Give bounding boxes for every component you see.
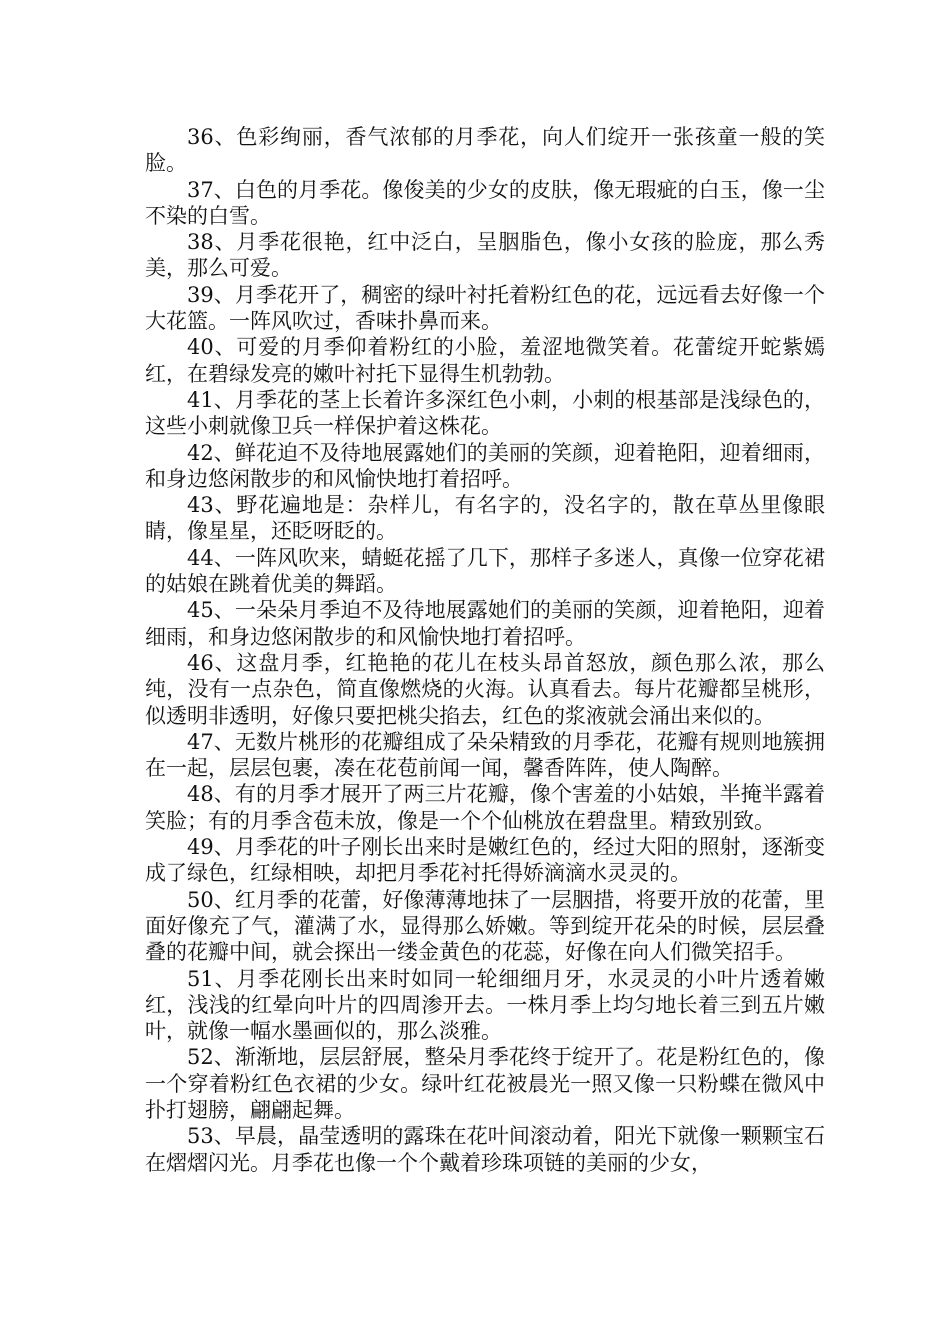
paragraph-48: 48、有的月季才展开了两三片花瓣，像个害羞的小姑娘，半掩半露着笑脸；有的月季含苞未放，像是一个个仙桃放在碧盘里。精致别致。 (145, 782, 825, 833)
paragraph-38: 38、月季花很艳，红中泛白，呈胭脂色，像小女孩的脸庞，那么秀美，那么可爱。 (145, 230, 825, 281)
paragraph-49: 49、月季花的叶子刚长出来时是嫩红色的，经过大阳的照射，逐渐变成了绿色，红绿相映，却把月季花衬托得娇滴滴水灵灵的。 (145, 835, 825, 886)
paragraph-42: 42、鲜花迫不及待地展露她们的美丽的笑颜，迎着艳阳，迎着细雨，和身边悠闲散步的和风愉快地打着招呼。 (145, 440, 825, 491)
paragraph-43: 43、野花遍地是：杂样儿，有名字的，没名字的，散在草丛里像眼睛，像星星，还眨呀眨的。 (145, 493, 825, 544)
document-body (145, 124, 825, 1176)
paragraph-39: 39、月季花开了，稠密的绿叶衬托着粉红色的花，远远看去好像一个大花篮。一阵风吹过，香味扑鼻而来。 (145, 282, 825, 334)
paragraph-37: 37、白色的月季花。像俊美的少女的皮肤，像无瑕疵的白玉，像一尘不染的白雪。 (145, 177, 825, 228)
paragraph-50: 50、红月季的花蕾，好像薄薄地抹了一层胭措，将要开放的花蕾，里面好像充了气，灌满了水，显得那么娇嫩。等到绽开花朵的时候，层层叠叠的花瓣中间，就会探出一缕金黄色的花蕊，好像在向人们微笑招手。 (145, 887, 825, 965)
paragraph-36: 36、色彩绚丽，香气浓郁的月季花，向人们绽开一张孩童一般的笑脸。 (145, 125, 825, 176)
paragraph-40: 40、可爱的月季仰着粉红的小脸，羞涩地微笑着。花蕾绽开蛇紫嫣红，在碧绿发亮的嫩叶衬托下显得生机勃勃。 (145, 335, 825, 386)
paragraph-51: 51、月季花刚长出来时如同一轮细细月牙，水灵灵的小叶片透着嫩红，浅浅的红晕向叶片的四周渗开去。一株月季上均匀地长着三到五片嫩叶，就像一幅水墨画似的，那么淡雅。 (145, 966, 825, 1044)
paragraph-46: 46、这盘月季，红艳艳的花儿在枝头昂首怒放，颜色那么浓，那么纯，没有一点杂色，简直像燃烧的火海。认真看去。每片花瓣都呈桃形，似透明非透明，好像只要把桃尖掐去，红色的浆液就会涌出来似的。 (145, 650, 825, 728)
paragraph-44: 44、一阵风吹来，蜻蜓花摇了几下，那样子多迷人，真像一位穿花裙的姑娘在跳着优美的舞蹈。 (145, 545, 825, 597)
paragraph-52: 52、渐渐地，层层舒展，整朵月季花终于绽开了。花是粉红色的，像一个穿着粉红色衣裙的少女。绿叶红花被晨光一照又像一只粉蝶在微风中扑打翅膀，翩翩起舞。 (145, 1045, 825, 1122)
paragraph-45: 45、一朵朵月季迫不及待地展露她们的美丽的笑颜，迎着艳阳，迎着细雨，和身边悠闲散步的和风愉快地打着招呼。 (145, 598, 825, 649)
paragraph-53: 53、早晨，晶莹透明的露珠在花叶间滚动着，阳光下就像一颗颗宝石在熠熠闪光。月季花也像一个个戴着珍珠项链的美丽的少女， (145, 1124, 825, 1175)
paragraph-41: 41、月季花的茎上长着许多深红色小刺，小刺的根基部是浅绿色的，这些小刺就像卫兵一样保护着这株花。 (145, 387, 825, 439)
paragraph-47: 47、无数片桃形的花瓣组成了朵朵精致的月季花，花瓣有规则地簇拥在一起，层层包裹，凑在花苞前闻一闻，馨香阵阵，使人陶醉。 (145, 729, 825, 781)
